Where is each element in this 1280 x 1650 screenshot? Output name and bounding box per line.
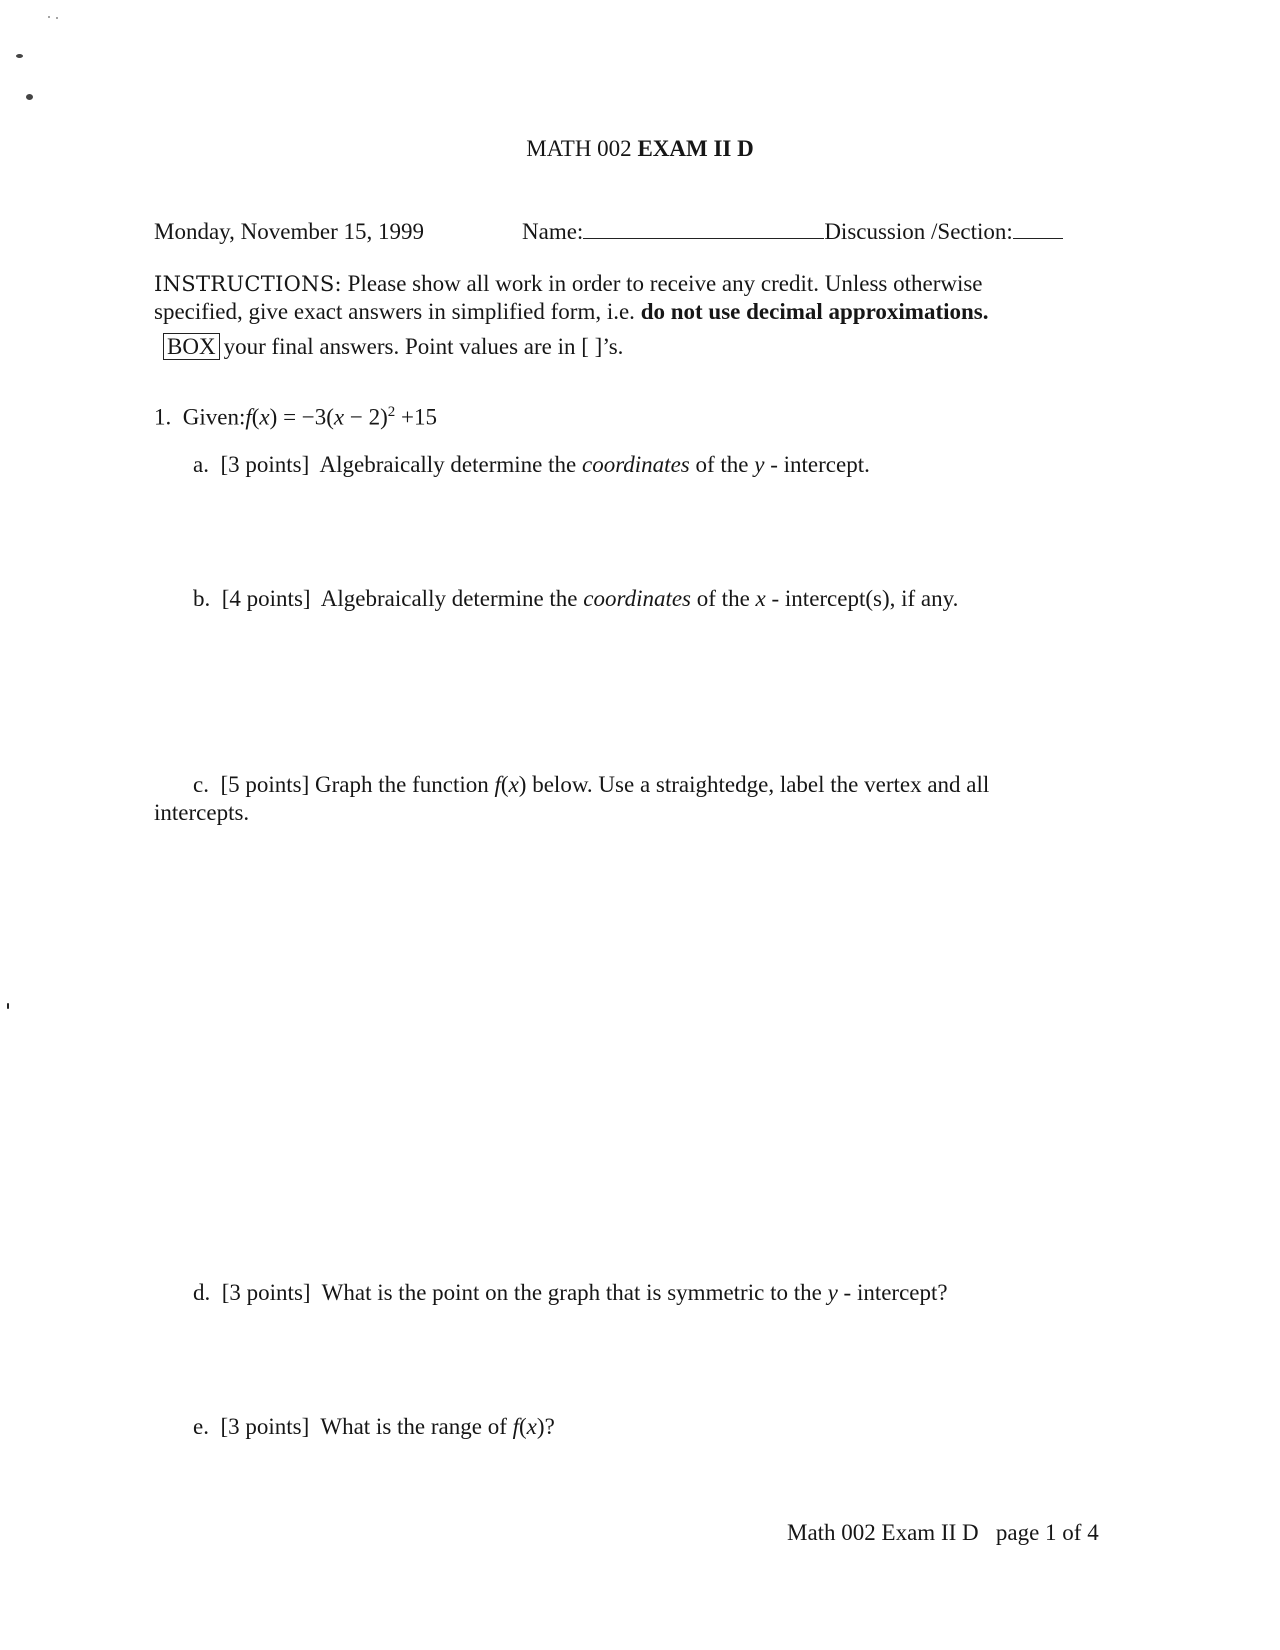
part-text: Graph the function xyxy=(315,772,495,797)
instructions-line-2 xyxy=(154,298,989,326)
scan-speck xyxy=(16,54,23,58)
question-1d xyxy=(193,1279,948,1307)
function-var: x xyxy=(259,404,270,430)
part-points: [4 points] xyxy=(221,586,311,611)
function-var: x xyxy=(526,1414,537,1439)
part-points: [3 points] xyxy=(221,1280,311,1305)
question-1c: c. [5 points] Graph the function f(x) below. Use a straightedge, label the vertex and all xyxy=(193,772,990,797)
part-text-tail: - intercept? xyxy=(837,1280,948,1305)
scan-speck xyxy=(7,1003,9,1009)
instructions-line-1 xyxy=(154,270,983,298)
equation-lead: = −3( xyxy=(283,404,334,430)
footer-page-label: page 1 of 4 xyxy=(995,1520,1099,1545)
part-text-tail: ? xyxy=(544,1414,555,1439)
part-label: e. xyxy=(193,1414,209,1439)
part-label: b. xyxy=(193,586,211,611)
exam-date: Monday, November 15, 1999 xyxy=(154,219,424,244)
equation-var: x xyxy=(333,404,345,430)
scan-speck xyxy=(48,16,50,18)
instructions-bold: do not use decimal approximations. xyxy=(640,299,989,324)
box-word: BOX xyxy=(163,333,220,360)
part-italic: coordinates xyxy=(581,452,690,477)
instructions-text-1: Please show all work in order to receive any credit. Unless otherwise xyxy=(347,271,983,296)
footer-exam-label: Math 002 Exam II D xyxy=(787,1520,979,1545)
part-text: Algebraically determine the xyxy=(320,586,584,611)
question-1c-line-2: intercepts. xyxy=(154,800,250,825)
page-footer xyxy=(787,1519,1099,1547)
part-label: c. xyxy=(193,772,209,797)
part-points: [3 points] xyxy=(220,1414,310,1439)
section-label: Discussion /Section: xyxy=(824,219,1013,244)
question-1b xyxy=(193,585,958,613)
part-text-mid: of the xyxy=(691,586,756,611)
scan-speck xyxy=(56,17,58,19)
part-text-tail: - intercept(s), if any. xyxy=(765,586,959,611)
part-text: Algebraically determine the xyxy=(319,452,582,477)
given-label: Given: xyxy=(182,404,246,430)
question-1-given: 1. Given:f(x) = $-3(x - 2)^2 +15$ xyxy=(154,404,438,430)
part-text: What is the point on the graph that is symmetric to the xyxy=(321,1280,828,1305)
question-number: 1. xyxy=(154,404,172,430)
function-var: x xyxy=(508,772,519,797)
exam-title-bold: EXAM II D xyxy=(637,136,754,161)
question-1e: e. [3 points] What is the range of f(x)? xyxy=(193,1414,555,1439)
scan-speck xyxy=(26,94,33,100)
instructions-text-3: your final answers. Point values are in [ ]’s. xyxy=(223,334,624,359)
name-blank[interactable] xyxy=(583,220,824,239)
instructions-heading: INSTRUCTIONS: xyxy=(154,272,342,296)
axis-var: y xyxy=(754,452,765,477)
question-1a xyxy=(193,451,870,479)
graph-answer-space[interactable] xyxy=(154,840,1054,1260)
part-label: a. xyxy=(193,452,209,477)
function-name: f xyxy=(512,1414,519,1439)
axis-var: y xyxy=(827,1280,838,1305)
section-blank[interactable] xyxy=(1013,220,1063,239)
part-italic: coordinates xyxy=(583,586,692,611)
equation-tail: +15 xyxy=(395,404,438,430)
axis-var: x xyxy=(755,586,766,611)
part-text: What is the range of xyxy=(320,1414,513,1439)
instructions-line-3 xyxy=(163,333,623,361)
part-text-mid: of the xyxy=(689,452,755,477)
function-name: f xyxy=(494,772,501,797)
part-points: [3 points] xyxy=(220,452,310,477)
instructions-text-2: specified, give exact answers in simplified form, i.e. xyxy=(154,299,641,324)
function-name: f xyxy=(245,404,252,430)
equation-exponent: 2 xyxy=(387,404,396,420)
exam-title xyxy=(0,136,1280,162)
part-points: [5 points] xyxy=(220,772,310,797)
part-label: d. xyxy=(193,1280,211,1305)
part-text-tail: - intercept. xyxy=(764,452,870,477)
name-label: Name: xyxy=(522,219,584,244)
name-field[interactable] xyxy=(522,218,1063,246)
part-text-tail: below. Use a straightedge, label the vertex and all xyxy=(526,772,990,797)
equation-inner: − 2) xyxy=(344,404,388,430)
exam-title-prefix: MATH 002 xyxy=(526,136,632,161)
